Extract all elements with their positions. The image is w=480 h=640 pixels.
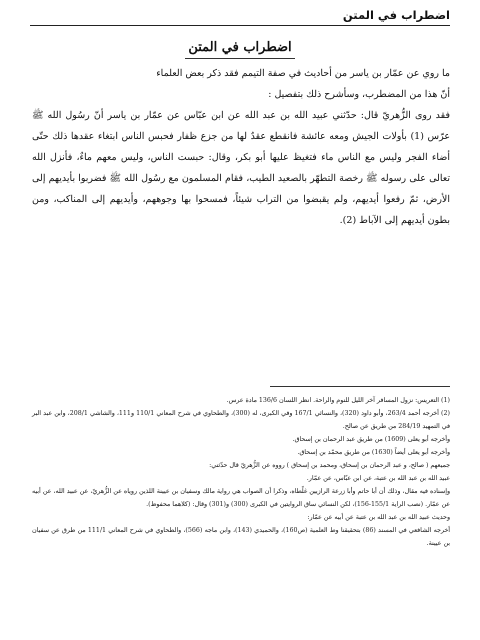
footnote-separator bbox=[270, 386, 450, 387]
running-header: اضطراب في المتن bbox=[30, 8, 450, 26]
footnotes bbox=[32, 394, 450, 550]
paragraph-statement: أنّ هذا من المضطرب، وسأشرح ذلك بتفصيل : bbox=[268, 89, 450, 100]
footnote: (1) التعريس: نزول المسافر آخر الليل للنوم والراحة. انظر اللسان 136/6 مادة عرس. bbox=[226, 397, 450, 404]
footnote: وإسناده فيه مقال، وذلك أن أبا حاتم وأبا زرعة الرازيين غلّطاه، وذكرا أن الصواب هي رواية مالك وسفيان بن عيينة اللذين روياه عن الزُّهريّ، عن عبيد الله، عن أبيه عن عمّار. (نصب الراية 155/1-156)، لكن النسائي ساق الروايتين في الكبرى (300) و(301) وقال: (كلاهما محفوظ). bbox=[32, 488, 450, 508]
paragraph-intro: ما روي عن عمّار بن ياسر من أحاديث في صفة التيمم فقد ذكر بعض العلماء bbox=[156, 68, 450, 79]
footnote: وحديث عبيد الله بن عبد الله بن عتبة عن أبيه عن عمّار: bbox=[307, 514, 450, 521]
main-text bbox=[32, 63, 450, 231]
footnote: عبيد الله بن عبد الله بن عتبة، عن ابن عبّاس، عن عمّار. bbox=[306, 475, 450, 482]
footnote: وأخرجه أبو يعلى (1609) من طريق عبد الرحمان بن إسحاق. bbox=[292, 436, 450, 443]
footnote: (2) أخرجه أحمد 263/4، وأبو داود (320)، والنسائي 167/1 وفي الكبرى، له (300)، والطحاوي في شرح المعاني 110/1 و111، والشاشي 208/1، وابن عبد البر في التمهيد 284/19 من طريق عن صالح. bbox=[32, 410, 450, 430]
footnote: جميعهم ( صالح، و عبد الرحمان بن إسحاق، ومحمد بن إسحاق ) رووه عن الزُّهريّ قال حدّثني: bbox=[209, 462, 450, 469]
section-title: اضطراب في المتن bbox=[188, 40, 292, 55]
paragraph-hadith: فقد روى الزُّهريّ قال: حدّثني عبيد الله بن عبد الله عن ابن عبّاس عن عمّار بن ياسر أنّ رسُول الله ﷺ عرّس (1) بأولات الجيش ومعه عائشة فانقطع عقدٌ لها من جزع ظفار فحبس الناس ابتغاء عقدها ذلك حتّى أضاء الفجر وليس مع الناس ماء فتغيظ عليها أبو بكر، وقال: حبست الناس، وليس معهم ماءٌ، فأنزل الله تعالى على رسوله ﷺ رخصة التطهّر بالصعيد الطيب، فقام المسلمون مع رسُول الله ﷺ فضربوا بأيديهم إلى الأرض، ثمّ رفعوا أيديهم، ولم يقبضوا من التراب شيئاً، فمسحوا بها وجوههم، وأيديهم إلى المناكب، ومن بطون أيديهم إلى الآباط (2). bbox=[32, 110, 451, 226]
footnote: أخرجه الشافعي في المسند (86) بتحقيقنا وط العلمية (ص160)، والحميدي (143)، وابن ماجه (566)، والطحاوي في شرح المعاني 111/1 من طرق عن سفيان بن عيينة. bbox=[32, 527, 450, 547]
title-underline bbox=[185, 58, 295, 59]
footnote: وأخرجه أبو يعلى أيضاً (1630) من طريق محمّد بن إسحاق. bbox=[297, 449, 450, 456]
